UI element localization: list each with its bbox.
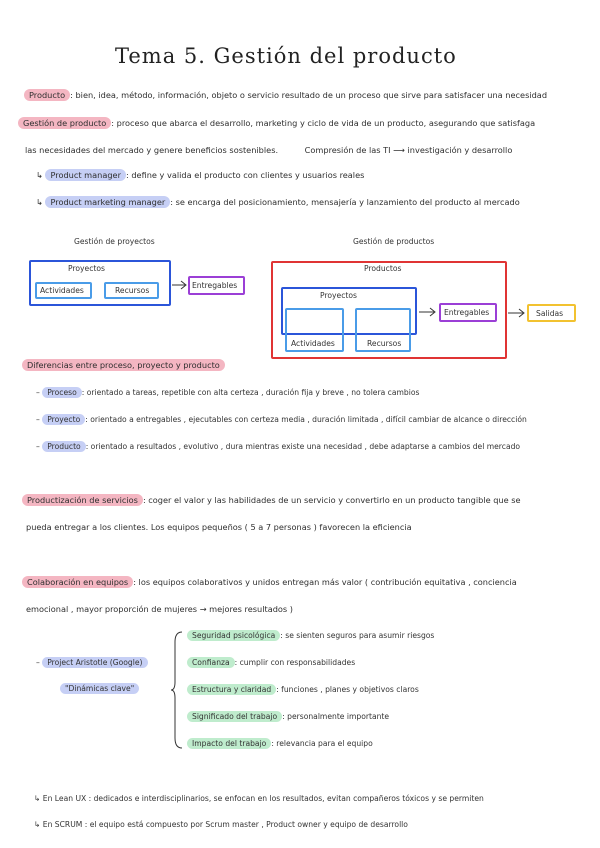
corner-arrow-icon: ↳ [36,170,46,180]
footer-scrum [34,820,408,829]
diferencias-heading [22,360,225,370]
arrow-right-icon [508,308,526,318]
colaboracion-text2: emocional , mayor proporción de mujeres [26,604,198,614]
dinamica-text: : se sienten seguros para asumir riesgos [280,631,435,640]
proyectos-label-left: Proyectos [68,264,105,273]
footer-lean-ux-text: En Lean UX : dedicados e interdisciplinarios, se enfocan en los resultados, evitan compañeros tóxicos y se permiten [42,794,484,803]
dash-bullet: – [36,388,43,397]
dinamica-item [187,631,434,640]
term-dinamica: Significado del trabajo [187,711,282,722]
dinamica-text: : funciones , planes y objetivos claros [276,685,419,694]
dash-bullet: – [36,415,43,424]
role-pm-text: : define y valida el producto con clientes y usuarios reales [125,170,365,180]
diferencia-proceso-text: : orientado a tareas, repetible con alta certeza , duración fija y breve , no tolera cambios [81,388,420,397]
term-dinamica: Confianza [187,657,235,668]
salidas-label: Salidas [536,309,564,318]
def-gestion [18,118,535,128]
recursos-label-right: Recursos [367,339,402,348]
diferencia-producto [36,442,520,451]
dinamica-text: : cumplir con responsabilidades [234,658,356,667]
corner-arrow-icon: ↳ [36,197,46,207]
diferencia-producto-text: : orientado a resultados , evolutivo , dura mientras existe una necesidad , debe adaptarse a cambios del mercado [85,442,521,451]
def-gestion-line2 [25,145,512,155]
diagram-right-title: Gestión de productos [353,237,435,246]
term-aristotle: Project Aristotle (Google) [42,657,147,668]
def-producto [24,90,547,100]
dash-bullet: – [36,442,43,451]
productizacion-line2: pueda entregar a los clientes. Los equipos pequeños ( 5 a 7 personas ) favorecen la eficiencia [26,522,412,532]
dash-bullet: – [36,658,43,667]
term-gestion: Gestión de producto [18,117,111,129]
dinamica-item [187,685,419,694]
term-colaboracion: Colaboración en equipos [22,576,133,588]
colaboracion-line2 [26,604,293,614]
term-dinamica: Estructura y claridad [187,684,276,695]
diferencia-proceso [36,388,419,397]
entregables-label-right: Entregables [444,308,490,317]
aristotle-title [36,658,148,667]
colaboracion-text3: mejores resultados ) [209,604,293,614]
aristotle-sub [60,684,139,693]
colaboracion [22,577,517,587]
arrow-right-icon: → [199,604,210,614]
dinamica-item [187,712,389,721]
corner-arrow-icon: ↳ [34,820,43,829]
def-gestion-text2: las necesidades del mercado y genere beneficios sostenibles. [25,145,279,155]
diferencia-proyecto-text: : orientado a entregables , ejecutables con certeza media , duración limitada , difícil cambiar de alcance o dirección [85,415,527,424]
role-pmm [36,197,520,207]
dinamica-item [187,739,373,748]
arrow-right-icon: ⟶ [393,145,408,155]
term-producto: Producto [24,89,70,101]
def-producto-text: : bien, idea, método, información, objeto o servicio resultado de un proceso que sirve para satisfacer una necesidad [70,90,548,100]
curly-brace-icon [170,630,184,750]
def-gestion-text4: investigación y desarrollo [407,145,513,155]
term-dinamica: Seguridad psicológica [187,630,280,641]
dinamica-text: : personalmente importante [282,712,390,721]
term-productizacion: Productización de servicios [22,494,143,506]
term-proyecto: Proyecto [42,414,85,425]
diagram-left-title: Gestión de proyectos [74,237,155,246]
productizacion-text: : coger el valor y las habilidades de un servicio y convertirlo en un producto tangible que se [142,495,521,505]
recursos-label-left: Recursos [115,286,150,295]
proyectos-label-right: Proyectos [320,291,357,300]
term-pm: Product manager [45,169,126,181]
term-dinamica: Impacto del trabajo [187,738,271,749]
diferencias-heading-text: Diferencias entre proceso, proyecto y producto [22,359,225,371]
aristotle-sub-text: "Dinámicas clave" [60,683,139,694]
dinamica-text: : relevancia para el equipo [271,739,373,748]
colaboracion-text: : los equipos colaborativos y unidos entregan más valor ( contribución equitativa , conciencia [133,577,517,587]
term-proceso: Proceso [42,387,82,398]
corner-arrow-icon: ↳ [34,794,43,803]
productizacion [22,495,521,505]
entregables-label-left: Entregables [192,281,238,290]
actividades-label-right: Actividades [291,339,335,348]
arrow-right-icon [172,280,188,290]
page-title: Tema 5. Gestión del producto [115,44,457,68]
productos-label: Productos [364,264,402,273]
def-gestion-text: : proceso que abarca el desarrollo, marketing y ciclo de vida de un producto, asegurando que satisfaga [111,118,536,128]
footer-lean-ux [34,794,484,803]
arrow-right-icon [419,307,437,317]
term-pmm: Product marketing manager [45,196,170,208]
actividades-label-left: Actividades [40,286,84,295]
role-pmm-text: : se encarga del posicionamiento, mensajería y lanzamiento del producto al mercado [170,197,520,207]
term-producto: Producto [42,441,85,452]
footer-scrum-text: En SCRUM : el equipo está compuesto por Scrum master , Product owner y equipo de desarrollo [42,820,408,829]
def-gestion-text3: Compresión de las TI [304,145,391,155]
diferencia-proyecto [36,415,527,424]
role-pm [36,170,364,180]
dinamica-item [187,658,355,667]
